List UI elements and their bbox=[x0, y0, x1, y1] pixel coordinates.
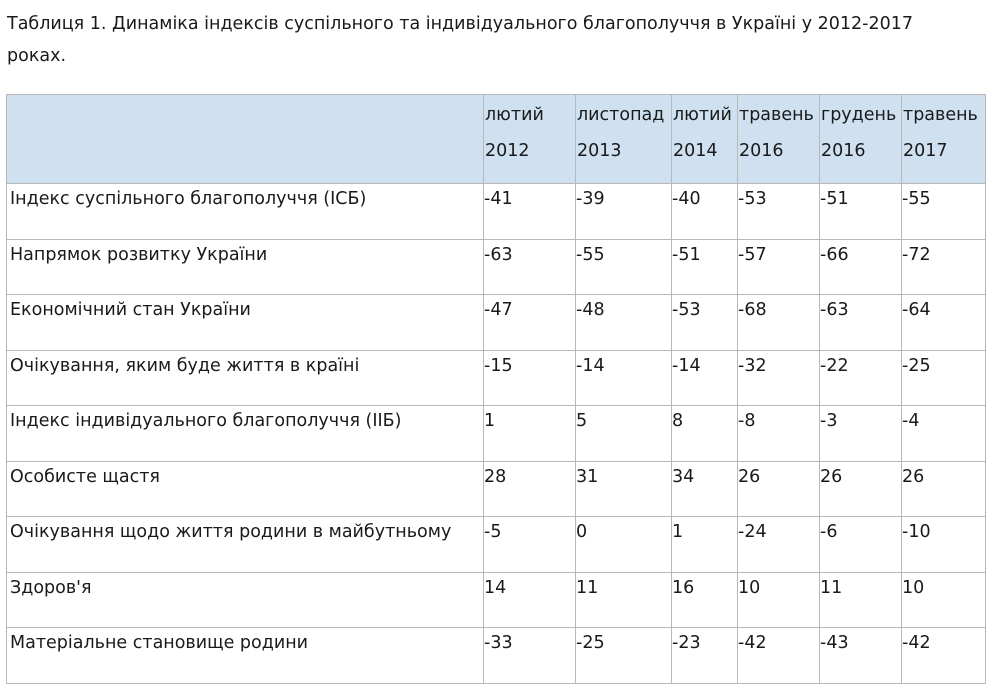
table-row bbox=[7, 461, 986, 517]
table-body bbox=[7, 184, 986, 684]
value-cell: 0 bbox=[576, 517, 672, 573]
header-year: 2017 bbox=[903, 141, 948, 161]
table-row bbox=[7, 517, 986, 573]
value-cell: -43 bbox=[820, 628, 902, 684]
caption-line-2: роках. bbox=[7, 46, 67, 66]
header-row bbox=[7, 95, 986, 184]
value-cell: -48 bbox=[576, 295, 672, 351]
header-cell-may-2017 bbox=[902, 95, 986, 184]
value-cell: -24 bbox=[738, 517, 820, 573]
value-cell: 16 bbox=[672, 572, 738, 628]
table-row bbox=[7, 350, 986, 406]
header-year: 2016 bbox=[739, 141, 784, 161]
value-cell: -68 bbox=[738, 295, 820, 351]
header-cell-feb-2014 bbox=[672, 95, 738, 184]
value-cell: -5 bbox=[484, 517, 576, 573]
header-year: 2013 bbox=[577, 141, 622, 161]
value-cell: -57 bbox=[738, 239, 820, 295]
value-cell: -55 bbox=[902, 184, 986, 240]
value-cell: -33 bbox=[484, 628, 576, 684]
value-cell: 26 bbox=[738, 461, 820, 517]
value-cell: -42 bbox=[738, 628, 820, 684]
value-cell: 31 bbox=[576, 461, 672, 517]
value-cell: -23 bbox=[672, 628, 738, 684]
value-cell: -66 bbox=[820, 239, 902, 295]
row-label: Очікування, яким буде життя в країні bbox=[7, 350, 484, 406]
value-cell: -72 bbox=[902, 239, 986, 295]
value-cell: 1 bbox=[484, 406, 576, 462]
value-cell: -63 bbox=[820, 295, 902, 351]
row-label: Індекс суспільного благополуччя (ІСБ) bbox=[7, 184, 484, 240]
row-label: Напрямок розвитку України bbox=[7, 239, 484, 295]
value-cell: -55 bbox=[576, 239, 672, 295]
value-cell: -14 bbox=[672, 350, 738, 406]
value-cell: -4 bbox=[902, 406, 986, 462]
row-label: Економічний стан України bbox=[7, 295, 484, 351]
header-month: травень bbox=[739, 105, 814, 125]
value-cell: 11 bbox=[820, 572, 902, 628]
table-row bbox=[7, 406, 986, 462]
header-cell-nov-2013 bbox=[576, 95, 672, 184]
header-month: грудень bbox=[821, 105, 897, 125]
value-cell: -15 bbox=[484, 350, 576, 406]
caption-line-1: Таблиця 1. Динаміка індексів суспільного та індивідуального благополуччя в Україні у 2012-2017 bbox=[7, 14, 914, 34]
value-cell: 11 bbox=[576, 572, 672, 628]
table-header bbox=[7, 95, 986, 184]
row-label: Очікування щодо життя родини в майбутньому bbox=[7, 517, 484, 573]
value-cell: -53 bbox=[672, 295, 738, 351]
header-year: 2016 bbox=[821, 141, 866, 161]
wellbeing-index-table bbox=[6, 94, 986, 684]
value-cell: -47 bbox=[484, 295, 576, 351]
row-label: Особисте щастя bbox=[7, 461, 484, 517]
table-row bbox=[7, 239, 986, 295]
table-row bbox=[7, 184, 986, 240]
value-cell: 34 bbox=[672, 461, 738, 517]
value-cell: -51 bbox=[672, 239, 738, 295]
value-cell: -32 bbox=[738, 350, 820, 406]
value-cell: -41 bbox=[484, 184, 576, 240]
value-cell: -8 bbox=[738, 406, 820, 462]
row-label: Матеріальне становище родини bbox=[7, 628, 484, 684]
value-cell: 5 bbox=[576, 406, 672, 462]
value-cell: -3 bbox=[820, 406, 902, 462]
header-month: листопад bbox=[577, 105, 665, 125]
value-cell: 8 bbox=[672, 406, 738, 462]
header-cell-empty bbox=[7, 95, 484, 184]
row-label: Здоров'я bbox=[7, 572, 484, 628]
header-month: лютий bbox=[485, 105, 544, 125]
value-cell: 10 bbox=[902, 572, 986, 628]
header-cell-may-2016 bbox=[738, 95, 820, 184]
value-cell: -51 bbox=[820, 184, 902, 240]
table-caption bbox=[7, 8, 997, 72]
value-cell: 26 bbox=[902, 461, 986, 517]
value-cell: 10 bbox=[738, 572, 820, 628]
header-cell-dec-2016 bbox=[820, 95, 902, 184]
value-cell: -25 bbox=[576, 628, 672, 684]
value-cell: -10 bbox=[902, 517, 986, 573]
value-cell: -22 bbox=[820, 350, 902, 406]
value-cell: 26 bbox=[820, 461, 902, 517]
value-cell: -39 bbox=[576, 184, 672, 240]
value-cell: -53 bbox=[738, 184, 820, 240]
value-cell: -6 bbox=[820, 517, 902, 573]
value-cell: -64 bbox=[902, 295, 986, 351]
header-year: 2014 bbox=[673, 141, 718, 161]
table-row bbox=[7, 295, 986, 351]
header-cell-feb-2012 bbox=[484, 95, 576, 184]
header-month: лютий bbox=[673, 105, 732, 125]
value-cell: -42 bbox=[902, 628, 986, 684]
table-row bbox=[7, 628, 986, 684]
value-cell: 28 bbox=[484, 461, 576, 517]
table-row bbox=[7, 572, 986, 628]
value-cell: -25 bbox=[902, 350, 986, 406]
header-month: травень bbox=[903, 105, 978, 125]
value-cell: -63 bbox=[484, 239, 576, 295]
row-label: Індекс індивідуального благополуччя (ІІБ) bbox=[7, 406, 484, 462]
value-cell: -40 bbox=[672, 184, 738, 240]
header-year: 2012 bbox=[485, 141, 530, 161]
value-cell: -14 bbox=[576, 350, 672, 406]
value-cell: 14 bbox=[484, 572, 576, 628]
value-cell: 1 bbox=[672, 517, 738, 573]
